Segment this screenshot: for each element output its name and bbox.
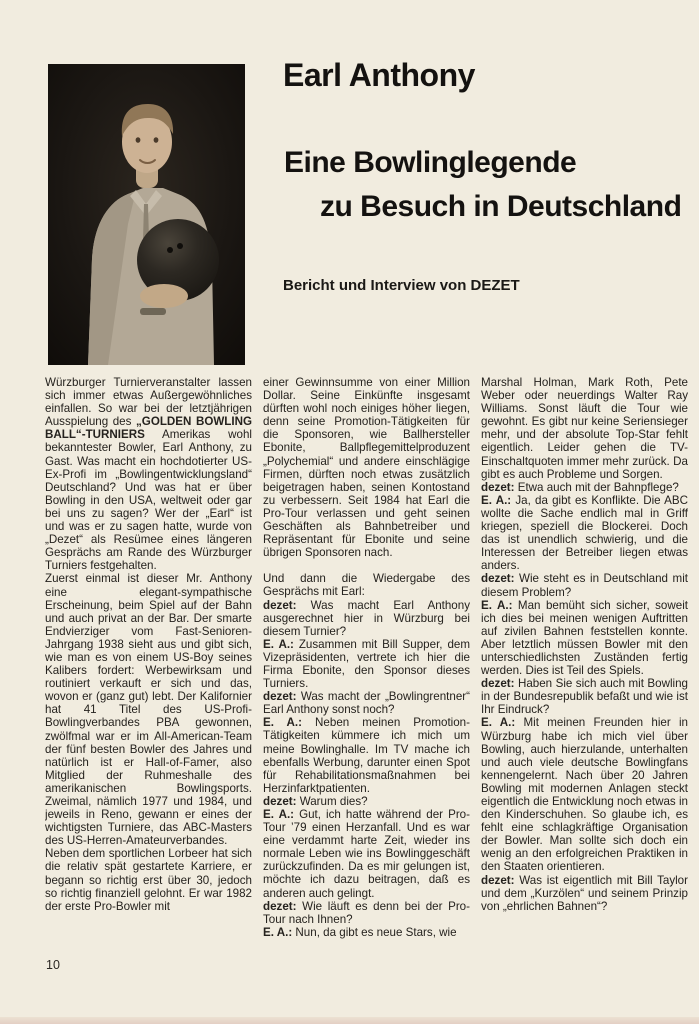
speaker-label: dezet: [481,677,515,691]
portrait-illustration [48,64,245,365]
text-column-2 [263,376,470,956]
speaker-label: E. A.: [481,716,516,730]
paragraph [263,572,470,598]
paragraph [263,376,470,559]
paragraph [481,494,688,573]
text-column-1 [45,376,252,956]
paragraph [481,481,688,494]
text-run: Warum dies? [296,794,368,808]
text-run: Ja, da gibt es Konflikte. Die ABC wollte die Sache endlich mal in Griff kriegen, speziell die Blockerei. Doch das ist unendlich schwierig, und die Interessen der Betreiber liegen etwas anders. [481,493,688,573]
speaker-label: dezet: [481,873,515,887]
scan-edge [0,1017,699,1024]
speaker-label: E. A.: [263,925,293,939]
article-byline: Bericht und Interview von DEZET [283,277,520,294]
paragraph [45,847,252,912]
speaker-label: „GOLDEN BOWLING BALL“-TURNIERS [45,415,252,442]
text-run: Und dann die Wiedergabe des Gesprächs mit Earl: [263,572,470,599]
article-subtitle-line2: zu Besuch in Deutschland [320,190,682,223]
paragraph [263,795,470,808]
speaker-label: E. A.: [263,637,294,651]
paragraph [263,638,470,690]
article-subtitle-line1: Eine Bowlinglegende [284,146,577,179]
speaker-label: dezet: [263,690,297,704]
paragraph [45,572,252,847]
speaker-label: E. A.: [263,808,295,821]
page-number: 10 [46,958,60,972]
speaker-label: dezet: [481,572,515,586]
text-run: Wie läuft es denn bei der Pro-Tour nach Ihnen? [263,899,470,926]
text-run: Amerikas wohl bekanntester Bowler, Earl Anthony, zu Gast. Was macht ein hochdotierter US-Ex-Profi im „Bowlingentwicklungsland“ Deutschland? Und was hat er über Bowling in den USA, weltweit oder gar bei uns zu sagen? Wer der „Earl“ ist und was er zu sagen hatte, wurde von „Dezet“ als Resümee eines längeren Gesprächs am Rande des Würzburger Turniers festgehalten. [45,428,252,573]
paragraph [481,874,688,913]
text-run: Mit meinen Freunden hier in Würzburg habe ich mich viel über Bowling, auch hierzulande, unterhalten und auch viele deutsche Bowlingfans kennengelernt. Nach über 20 Jahren Bowling mit modernen Anlagen steckt eigentlich die Entwicklung noch etwas in den Kinderschuhen. So glaube ich, es fehlt eine schlagkräftige Organisation der Bowler. Man sollte sich doch ein wenig an den erfolgreichen Praktiken in den Staaten orientieren. [481,716,688,874]
text-run: Würzburger Turnierveranstalter lassen sich immer etwas Außergewöhnliches einfallen. So war bei der letztjährigen Ausspielung des [45,376,252,429]
speaker-label: dezet: [263,794,297,808]
paragraph [263,716,470,795]
earl-anthony-portrait-photo [48,64,245,365]
text-run: Zuerst einmal ist dieser Mr. Anthony eine elegant-sympathische Erscheinung, beim Spiel auf der Bahn und auch privat an der Bar. Der smarte Endvierziger vom Fast-Senioren-Jahrgang 1938 sieht aus und gibt sich, wie man es von einem US-Boy seines Kalibers fordert: Werbewirksam und routiniert verkauft er sich und das, wovon er (ganz gut) lebt. Der Kalifornier hat 41 Titel des US-Profi-Bowlingverbandes PBA gewonnen, zwölfmal war er im All-American-Team der fünf besten Bowler des Jahres und natürlich ist er Hall-of-Famer, also Mitglied der Ruhmeshalle des amerikanischen Bowlingsports. Zweimal, nämlich 1977 und 1984, und jeweils in Reno, gewann er eines der wichtigsten Turniere, das ABC-Masters des US-Herren-Amateurverbandes. [45,572,252,848]
paragraph [45,376,252,572]
text-run: Etwa auch mit der Bahnpflege? [514,480,679,494]
paragraph [481,376,688,481]
paragraph [263,690,470,716]
text-run: Was macht der „Bowlingrentner“ Earl Anthony sonst noch? [263,690,470,717]
text-run: Haben Sie sich auch mit Bowling in der Bundesrepublik befaßt und wie ist Ihr Eindruck? [481,677,688,717]
article-body [45,376,689,956]
text-run: Was macht Earl Anthony ausgerechnet hier in Würzburg bei diesem Turnier? [263,598,470,638]
text-run: Man bemüht sich sicher, soweit ich dies bei meinen wenigen Auftritten auf zivilen Bahnen feststellen konnte. Aber letztlich müssen Bowler mit den unterschiedlichsten Zuständen fertig werden. Dies ist Teil des Spiels. [481,598,688,678]
speaker-label: dezet: [263,899,297,913]
text-run: Wie steht es in Deutschland mit diesem Problem? [481,572,688,599]
speaker-label: dezet: [263,598,297,612]
text-run: Marshal Holman, Mark Roth, Pete Weber oder neuerdings Walter Ray Williams. Sonst läuft die Tour wie gewohnt. Es gibt nur keine Seriensieger mehr, und der absolute Top-Star fehlt eigentlich. Leider gehen die TV-Einschaltquoten immer mehr zurück. Da gibt es auch Probleme und Sorgen. [481,376,688,481]
text-column-3 [481,376,688,956]
paragraph [481,677,688,716]
text-run: Gut, ich hatte während der Pro-Tour ’79 einen Herzanfall. Und es war eine verdammt harte Zeit, wieder ins normale Leben wie ins Bowlinggeschäft zurückzufinden. Da es mir gelungen ist, möchte ich dazu beitragen, daß es anderen auch gelingt. [263,808,470,900]
text-run: einer Gewinnsumme von einer Million Dollar. Seine Einkünfte insgesamt dürften wohl noch einiges höher liegen, denn seine Promotion-Tätigkeiten für die Sponsoren, wie Ballhersteller Ebonite, Ballpflegemittelproduzent „Polychemial“ und andere einschlägige Firmen, dürften noch etwas zusätzlich beigetragen haben, seinen Kontostand zu verbessern. Seit 1984 hat Earl die Pro-Tour verlassen und geht seinen Geschäften als Bahnbetreiber und Repräsentant für Ebonite und seine übrigen Sponsoren nach. [263,376,470,560]
text-run: Neben meinen Promotion-Tätigkeiten kümmere ich mich um meine Bowlinghalle. Im TV mache ich ebenfalls Werbung, darunter einen Spot für Rehabilitationsmaßnahmen bei Herzinfarktpatienten. [263,716,470,795]
speaker-label: E. A.: [481,598,513,612]
speaker-label: E. A.: [481,493,512,507]
paragraph [263,808,470,900]
text-run: Zusammen mit Bill Supper, dem Vizepräsidenten, vertrete ich hier die Firma Ebonite, den Sponsor dieses Turniers. [263,637,470,691]
paragraph [481,716,688,873]
speaker-label: E. A.: [263,716,303,730]
text-run: Was ist eigentlich mit Bill Taylor und dem „Kurzölen“ und seinem Prinzip von „ehrlichen Bahnen“? [481,873,688,913]
article-title: Earl Anthony [283,57,475,93]
paragraph [481,599,688,678]
paragraph [263,926,470,939]
text-run: Neben dem sportlichen Lorbeer hat sich die relativ spät gestartete Karriere, er begann so richtig erst über 30, jedoch so richtig finanziell gelohnt. Er war 1982 der erste Pro-Bowler mit [45,847,252,913]
paragraph [481,572,688,598]
speaker-label: dezet: [481,480,515,494]
text-run: Nun, da gibt es neue Stars, wie [292,925,457,939]
paragraph [263,900,470,926]
paragraph [263,599,470,638]
